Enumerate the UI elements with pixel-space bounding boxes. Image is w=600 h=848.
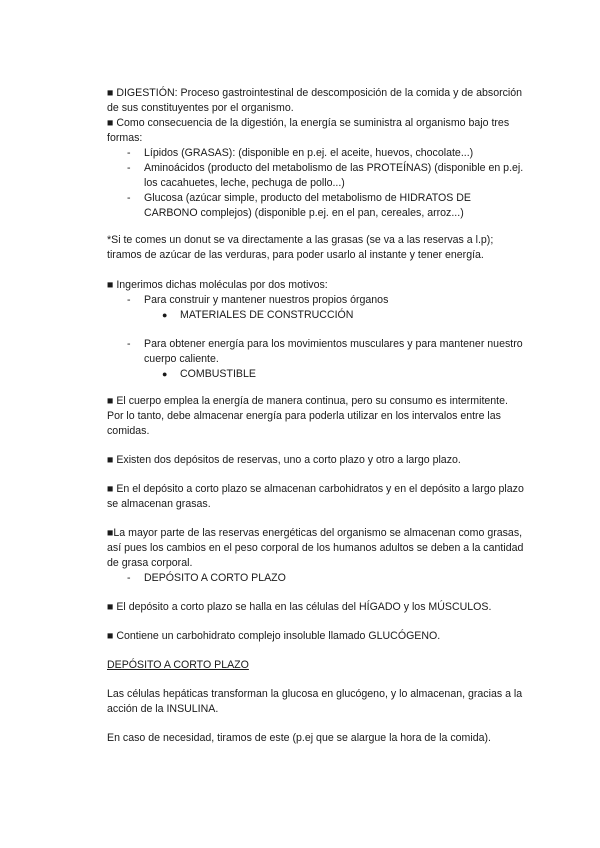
dot-bullet: ● — [162, 369, 168, 379]
aminoacids-item: Aminoácidos (producto del metabolismo de las PROTEÍNAS) (disponible en p.ej. los cacahuetes, leche, pechuga de pollo...) — [144, 162, 524, 189]
list-item — [107, 146, 527, 161]
major-part-text: ■La mayor parte de las reservas energéticas del organismo se almacenan como grasas, así pues los cambios en el peso corporal de los humanos adultos se deben a la cantidad de grasa corporal. — [107, 527, 524, 569]
list-item — [107, 161, 527, 191]
motives-heading: ■ Ingerimos dichas moléculas por dos motivos: — [107, 279, 328, 291]
two-deposits-text: ■ Existen dos depósitos de reservas, uno a corto plazo y otro a largo plazo. — [107, 454, 461, 466]
dot-bullet: ● — [162, 310, 168, 320]
dash-bullet: - — [127, 572, 131, 584]
list-item — [107, 191, 527, 221]
list-item — [107, 293, 527, 308]
dash-bullet: - — [127, 294, 131, 306]
body-energy-text: ■ El cuerpo emplea la energía de manera continua, pero su consumo es intermitente. Por lo tanto, debe almacenar energía para poderla utilizar en los intervalos entre las comidas. — [107, 395, 508, 437]
donut-note — [107, 233, 527, 263]
list-item — [107, 308, 527, 323]
glucose-item: Glucosa (azúcar simple, producto del metabolismo de HIDRATOS DE CARBONO complejos) (disponible p.ej. en el pan, cereales, arroz...) — [144, 192, 471, 219]
motive-energy: Para obtener energía para los movimientos musculares y para mantener nuestro cuerpo caliente. — [144, 338, 523, 365]
hepatic-paragraph — [107, 687, 527, 717]
energy-consequence: ■ Como consecuencia de la digestión, la energía se suministra al organismo bajo tres formas: — [107, 117, 510, 144]
deposit-location-paragraph — [107, 600, 527, 615]
list-item — [107, 367, 527, 382]
glycogen-paragraph — [107, 629, 527, 644]
body-energy-paragraph — [107, 394, 527, 439]
deposit-content-text: ■ En el depósito a corto plazo se almacenan carbohidratos y en el depósito a largo plazo se almacenan grasas. — [107, 483, 524, 510]
digestion-definition: ■ DIGESTIÓN: Proceso gastrointestinal de descomposición de la comida y de absorción de sus constituyentes por el organismo. — [107, 87, 523, 114]
short-term-deposit-item: DEPÓSITO A CORTO PLAZO — [144, 572, 286, 584]
lipids-item: Lípidos (GRASAS): (disponible en p.ej. el aceite, huevos, chocolate...) — [144, 147, 474, 159]
donut-note-text: *Si te comes un donut se va directamente a las grasas (se va a las reservas a l.p); tiramos de azúcar de las verduras, para poder usarlo al instante y tener energía. — [107, 234, 494, 261]
dash-bullet: - — [127, 162, 131, 174]
deposit-location-text: ■ El depósito a corto plazo se halla en las células del HÍGADO y los MÚSCULOS. — [107, 601, 492, 613]
list-item — [107, 337, 527, 367]
two-deposits-paragraph — [107, 453, 527, 468]
necessity-paragraph — [107, 731, 547, 746]
glycogen-text: ■ Contiene un carbohidrato complejo insoluble llamado GLUCÓGENO. — [107, 630, 441, 642]
dash-bullet: - — [127, 192, 131, 204]
major-part-paragraph — [107, 526, 527, 586]
dash-bullet: - — [127, 147, 131, 159]
dash-bullet: - — [127, 338, 131, 350]
deposit-content-paragraph — [107, 482, 527, 512]
construction-materials-label: MATERIALES DE CONSTRUCCIÓN — [180, 309, 354, 321]
motive-construction: Para construir y mantener nuestros propios órganos — [144, 294, 389, 306]
necessity-text: En caso de necesidad, tiramos de este (p.ej que se alargue la hora de la comida). — [107, 732, 491, 744]
list-item — [107, 571, 527, 586]
section-heading — [107, 658, 527, 673]
motives-section — [107, 278, 527, 382]
digestion-section — [107, 86, 527, 221]
hepatic-text: Las células hepáticas transforman la glucosa en glucógeno, y lo almacenan, gracias a la acción de la INSULINA. — [107, 688, 523, 715]
section-title: DEPÓSITO A CORTO PLAZO — [107, 659, 249, 671]
fuel-label: COMBUSTIBLE — [180, 368, 256, 380]
